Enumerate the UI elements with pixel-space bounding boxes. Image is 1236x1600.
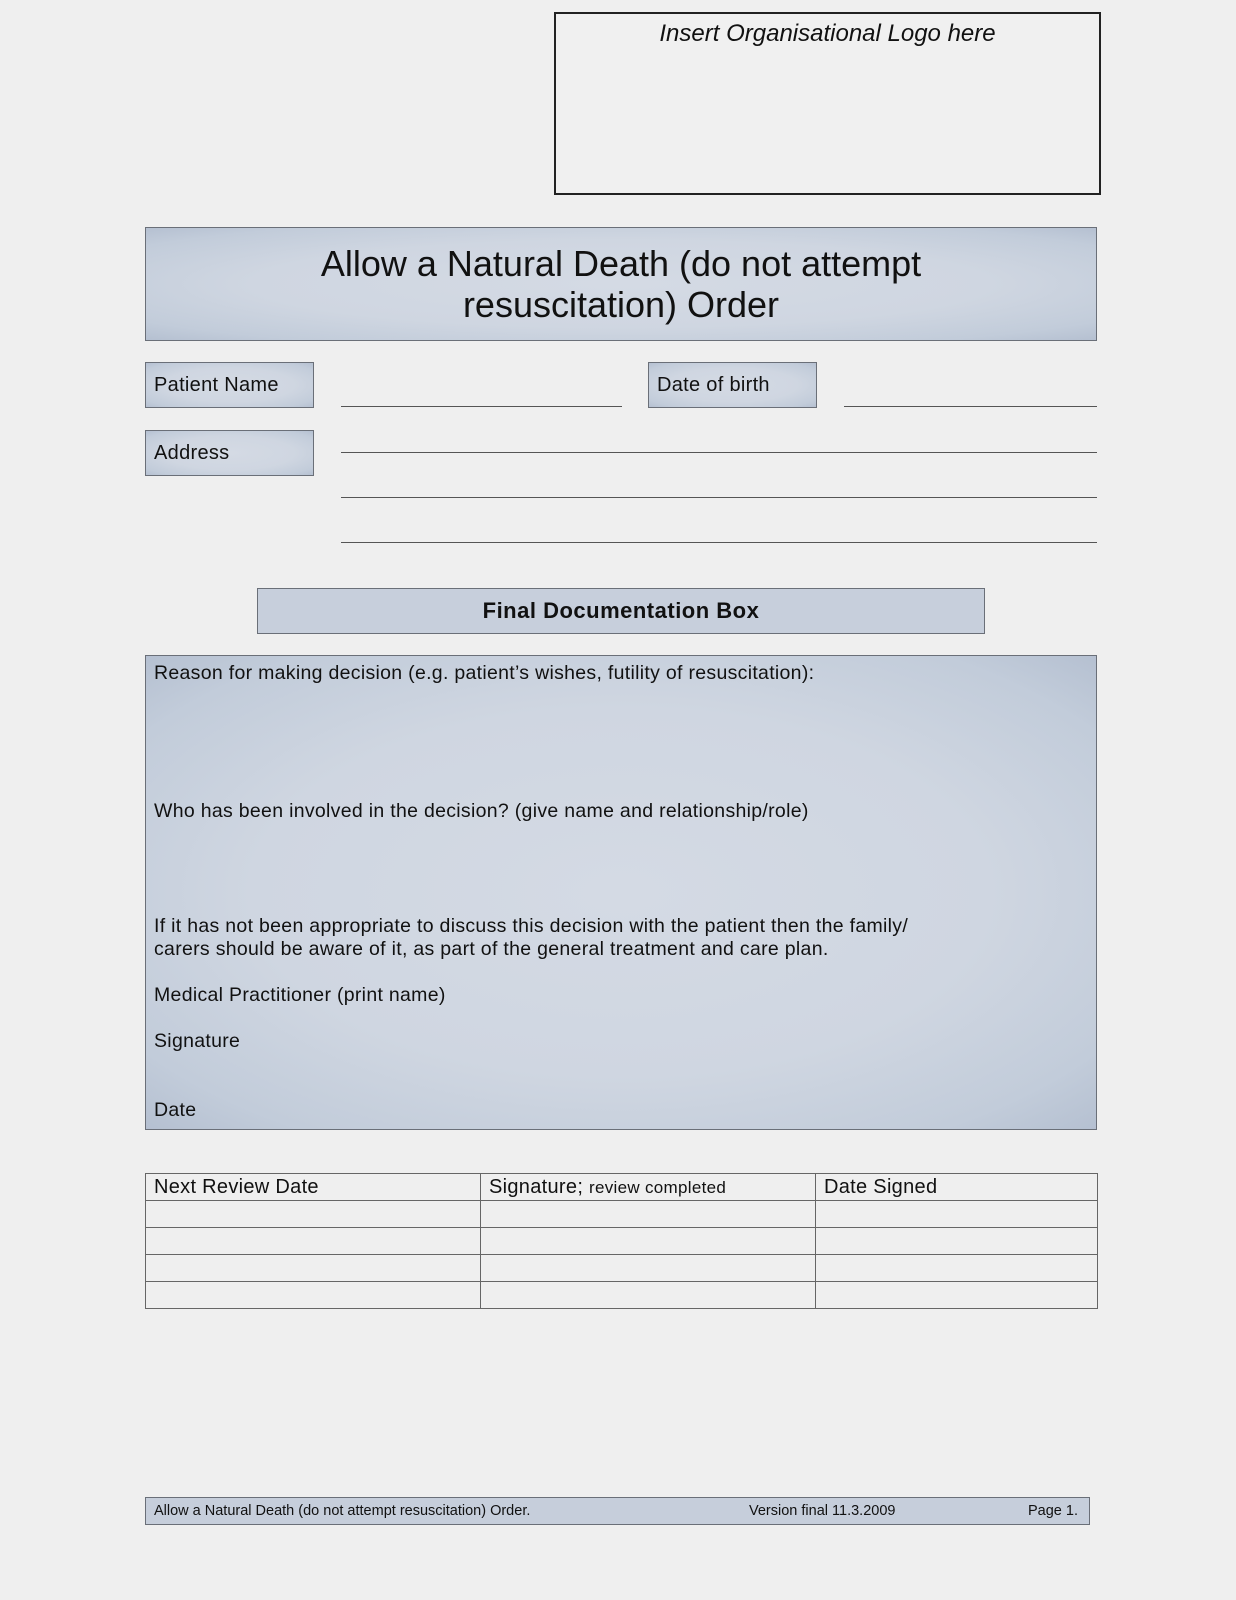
- review-signature-cell[interactable]: [481, 1228, 816, 1255]
- review-table-header-row: [146, 1174, 1098, 1201]
- review-table: [145, 1173, 1098, 1309]
- review-date-cell[interactable]: [146, 1201, 481, 1228]
- table-row: [146, 1201, 1098, 1228]
- medical-practitioner-label: Medical Practitioner (print name): [154, 984, 446, 1006]
- table-row: [146, 1282, 1098, 1309]
- logo-placeholder-text: Insert Organisational Logo here: [659, 20, 996, 47]
- next-review-date-header: Next Review Date: [146, 1174, 481, 1201]
- review-completed-text: review completed: [589, 1177, 727, 1197]
- family-carers-note-line-1: If it has not been appropriate to discuss this decision with the patient then the family/: [154, 915, 909, 937]
- footer-version: Version final 11.3.2009: [749, 1503, 896, 1519]
- date-of-birth-label: Date of birth: [648, 362, 817, 408]
- review-signature-cell[interactable]: [481, 1282, 816, 1309]
- address-field-line-2[interactable]: [341, 497, 1097, 498]
- signature-label: Signature: [154, 1030, 241, 1052]
- date-signed-cell[interactable]: [816, 1282, 1098, 1309]
- family-carers-note-line-2: carers should be aware of it, as part of the general treatment and care plan.: [154, 938, 829, 960]
- signature-review-header: [481, 1174, 816, 1201]
- date-signed-cell[interactable]: [816, 1201, 1098, 1228]
- review-signature-cell[interactable]: [481, 1201, 816, 1228]
- footer-document-title: Allow a Natural Death (do not attempt resuscitation) Order.: [154, 1503, 531, 1519]
- date-signed-cell[interactable]: [816, 1228, 1098, 1255]
- logo-placeholder-box: [554, 12, 1101, 195]
- reason-for-decision-prompt: Reason for making decision (e.g. patient’s wishes, futility of resuscitation):: [154, 662, 815, 684]
- review-signature-cell[interactable]: [481, 1255, 816, 1282]
- address-field-line-3[interactable]: [341, 542, 1097, 543]
- patient-name-label: Patient Name: [145, 362, 314, 408]
- who-involved-prompt: Who has been involved in the decision? (give name and relationship/role): [154, 800, 809, 822]
- footer-page-number: Page 1.: [1028, 1503, 1078, 1519]
- address-label: Address: [145, 430, 314, 476]
- final-documentation-header: Final Documentation Box: [257, 588, 985, 634]
- patient-name-field[interactable]: [341, 406, 622, 407]
- address-field-line-1[interactable]: [341, 452, 1097, 453]
- date-signed-header: Date Signed: [816, 1174, 1098, 1201]
- document-title-box: [145, 227, 1097, 341]
- review-date-cell[interactable]: [146, 1282, 481, 1309]
- document-title: Allow a Natural Death (do not attempt resuscitation) Order: [320, 243, 922, 325]
- signature-header-text: Signature;: [489, 1175, 584, 1198]
- table-row: [146, 1255, 1098, 1282]
- review-date-cell[interactable]: [146, 1255, 481, 1282]
- review-date-cell[interactable]: [146, 1228, 481, 1255]
- family-carers-note: [154, 915, 1054, 961]
- date-label: Date: [154, 1099, 197, 1121]
- page-footer: [145, 1497, 1090, 1525]
- final-documentation-box: [145, 655, 1097, 1130]
- date-of-birth-field[interactable]: [844, 406, 1097, 407]
- date-signed-cell[interactable]: [816, 1255, 1098, 1282]
- table-row: [146, 1228, 1098, 1255]
